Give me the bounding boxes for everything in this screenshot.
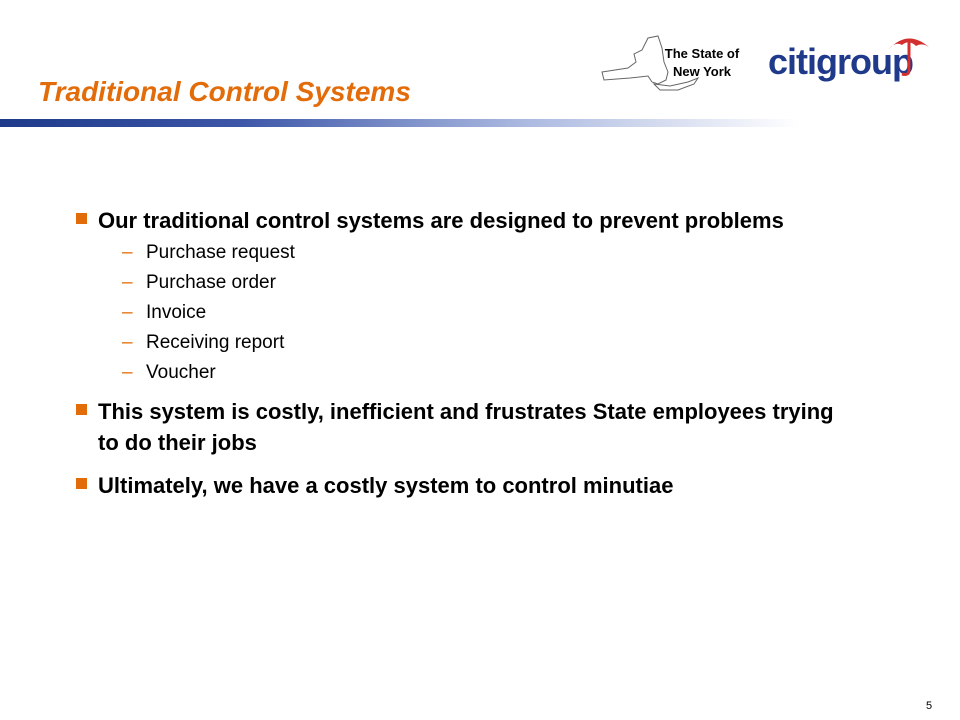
sub-bullet-text: Voucher bbox=[146, 362, 216, 383]
bullet-item bbox=[74, 470, 854, 501]
dash-bullet-icon: – bbox=[122, 242, 133, 263]
sub-bullet-text: Invoice bbox=[146, 302, 207, 323]
square-bullet-icon bbox=[76, 404, 87, 415]
page-number: 5 bbox=[926, 700, 933, 712]
square-bullet-icon bbox=[76, 478, 87, 489]
sub-bullet-item bbox=[98, 358, 854, 388]
dash-bullet-icon: – bbox=[122, 272, 133, 293]
logo-wordmark: citigroup bbox=[768, 41, 913, 82]
title-divider bbox=[0, 119, 800, 127]
state-label bbox=[652, 45, 752, 81]
bullet-item bbox=[74, 205, 854, 388]
state-label-line1: The State of bbox=[664, 46, 740, 61]
sub-bullet-item bbox=[98, 238, 854, 268]
sub-bullet-text: Purchase request bbox=[146, 242, 295, 263]
dash-bullet-icon: – bbox=[122, 332, 133, 353]
bullet-item bbox=[74, 396, 854, 458]
sub-bullet-item bbox=[98, 328, 854, 358]
dash-bullet-icon: – bbox=[122, 302, 133, 323]
sub-bullet-list bbox=[98, 238, 854, 388]
bullet-text: Our traditional control systems are designed to prevent problems bbox=[98, 208, 784, 233]
state-label-line2: New York bbox=[672, 64, 732, 79]
bullet-list bbox=[74, 205, 854, 501]
sub-bullet-text: Receiving report bbox=[146, 332, 285, 353]
citigroup-logo bbox=[766, 30, 946, 84]
sub-bullet-text: Purchase order bbox=[146, 272, 276, 293]
bullet-text: This system is costly, inefficient and frustrates State employees trying to do their jobs bbox=[98, 399, 834, 455]
sub-bullet-item bbox=[98, 298, 854, 328]
sub-bullet-item bbox=[98, 268, 854, 298]
square-bullet-icon bbox=[76, 213, 87, 224]
bullet-text: Ultimately, we have a costly system to control minutiae bbox=[98, 473, 674, 498]
dash-bullet-icon: – bbox=[122, 362, 133, 383]
slide-title: Traditional Control Systems bbox=[38, 76, 411, 107]
